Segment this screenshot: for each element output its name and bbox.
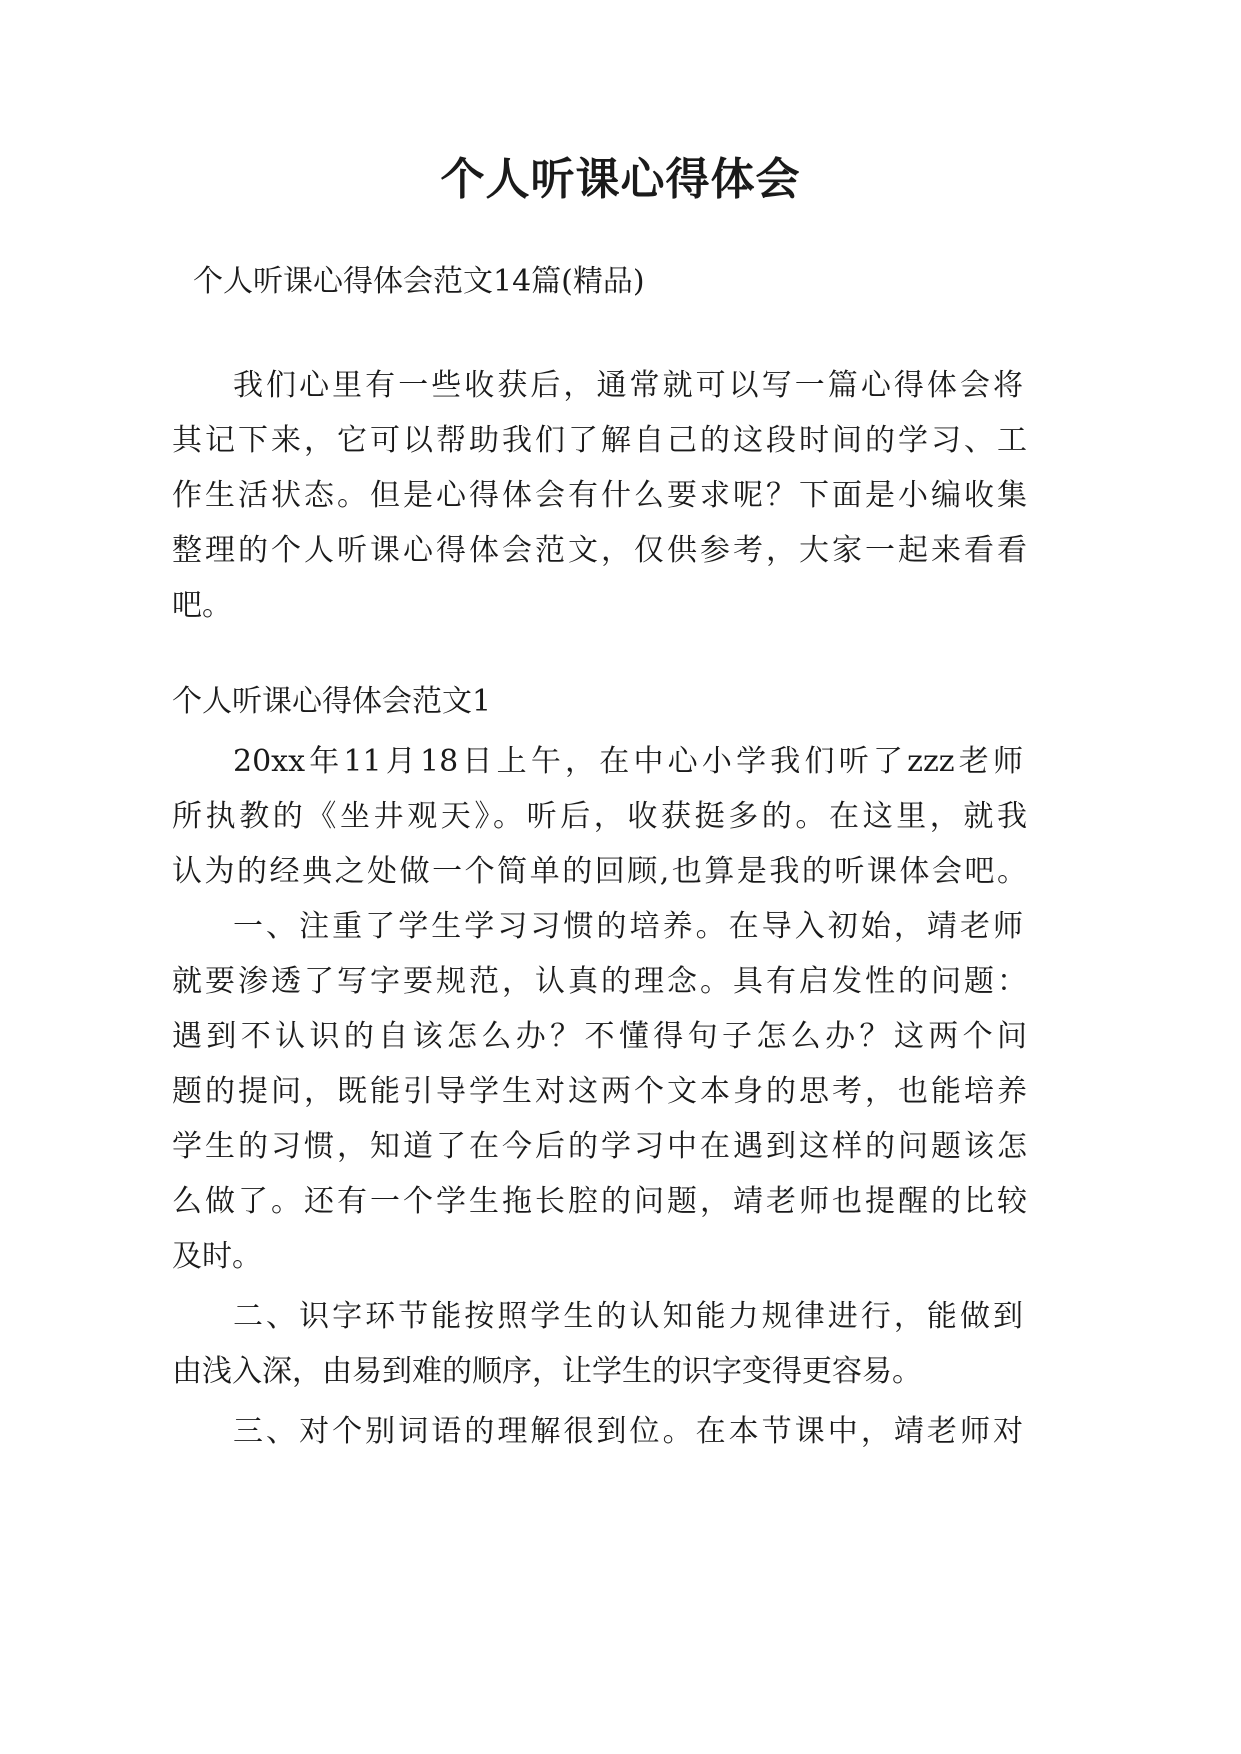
body-line: 三、对个别词语的理解很到位。在本节课中，靖老师对 [233, 1414, 1023, 1449]
document-title: 个人听课心得体会 [440, 154, 801, 205]
body-line: 及时。 [172, 1239, 262, 1274]
intro-line: 作生活状态。但是心得体会有什么要求呢？下面是小编收集 [172, 478, 1027, 513]
body-line: 一、注重了学生学习习惯的培养。在导入初始，靖老师 [233, 909, 1023, 944]
body-line: 学生的习惯，知道了在今后的学习中在遇到这样的问题该怎 [172, 1129, 1027, 1164]
section-heading: 个人听课心得体会范文1 [172, 684, 492, 719]
body-line: 就要渗透了写字要规范，认真的理念。具有启发性的问题： [172, 964, 1027, 999]
body-line: 20xx年11月18日上午，在中心小学我们听了zzz老师 [233, 744, 1023, 779]
body-line: 认为的经典之处做一个简单的回顾,也算是我的听课体会吧。 [172, 854, 1027, 889]
body-line: 么做了。还有一个学生拖长腔的问题，靖老师也提醒的比较 [172, 1184, 1027, 1219]
document-subtitle: 个人听课心得体会范文14篇(精品) [193, 264, 645, 299]
intro-line: 我们心里有一些收获后，通常就可以写一篇心得体会将 [233, 368, 1023, 403]
intro-line: 吧。 [172, 588, 232, 623]
body-line: 由浅入深，由易到难的顺序，让学生的识字变得更容易。 [172, 1354, 922, 1389]
body-line: 题的提问，既能引导学生对这两个文本身的思考，也能培养 [172, 1074, 1027, 1109]
intro-line: 其记下来，它可以帮助我们了解自己的这段时间的学习、工 [172, 423, 1027, 458]
intro-line: 整理的个人听课心得体会范文，仅供参考，大家一起来看看 [172, 533, 1027, 568]
body-line: 所执教的《坐井观天》。听后，收获挺多的。在这里，就我 [172, 799, 1027, 834]
body-line: 二、识字环节能按照学生的认知能力规律进行，能做到 [233, 1299, 1023, 1334]
body-line: 遇到不认识的自该怎么办？不懂得句子怎么办？这两个问 [172, 1019, 1027, 1054]
